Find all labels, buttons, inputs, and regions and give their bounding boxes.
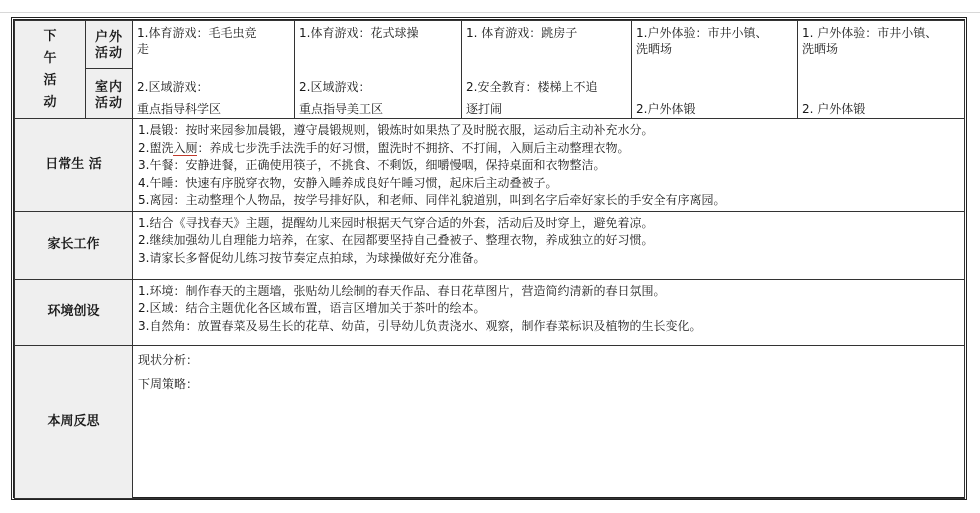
indoor-label: 室内 活动 [86, 69, 133, 119]
daily-life-item-2: 2.盥洗入厕：养成七步洗手法洗手的好习惯，盥洗时不拥挤、不打闹，入厕后主动整理衣物。 [138, 140, 630, 155]
daily-life-item-4: 4.午睡：快速有序脱穿衣物，安静入睡养成良好午睡习惯，起床后主动叠被子。 [138, 175, 558, 190]
environment-label: 环境创设 [15, 279, 133, 345]
environment-item-1: 1.环境：制作春天的主题墙，张贴幼儿绘制的春天作品、春日花草图片，营造简约清新的春日氛围。 [138, 283, 666, 298]
reflection-content [133, 345, 965, 498]
weekly-plan-table [14, 20, 965, 499]
environment-content [133, 279, 965, 345]
weekly-plan-sheet [11, 17, 967, 500]
page-top-rule [0, 12, 980, 13]
strategy-label: 下周策略： [138, 376, 199, 391]
environment-row [15, 279, 965, 345]
parents-content [133, 211, 965, 279]
day-cell-2: 1.体育游戏：花式球操 2.区域游戏： 重点指导美工区 [295, 21, 462, 119]
environment-item-2: 2.区域：结合主题优化各区域布置，语言区增加关于茶叶的绘本。 [138, 301, 486, 315]
parents-item-3: 3.请家长多督促幼儿练习按节奏定点拍球，为球操做好充分准备。 [138, 250, 486, 265]
day-cell-5: 1. 户外体验：市井小镇、 洗晒场 2. 户外体锻 [798, 21, 965, 119]
reflection-label: 本周反思 [15, 345, 133, 498]
reflection-row [15, 345, 965, 498]
daily-life-row [15, 119, 965, 212]
outdoor-row [15, 21, 965, 69]
daily-life-label: 日常生 活 [15, 119, 133, 212]
environment-item-3: 3.自然角：放置春菜及易生长的花草、幼苗，引导幼儿负责浇水、观察，制作春菜标识及植物的生长变化。 [138, 318, 702, 333]
parents-row [15, 211, 965, 279]
parents-label: 家长工作 [15, 211, 133, 279]
daily-life-item-3: 3.午餐：安静进餐，正确使用筷子，不挑食、不剩饭，细嚼慢咽，保持桌面和衣物整洁。 [138, 158, 606, 172]
daily-life-content [133, 119, 965, 212]
afternoon-label: 下 午 活 动 [15, 21, 86, 119]
day-cell-1: 1.体育游戏：毛毛虫竞 走 2.区域游戏： 重点指导科学区 [133, 21, 295, 119]
day-cell-4: 1.户外体验：市井小镇、 洗晒场 2.户外体锻 [632, 21, 798, 119]
outdoor-label: 户外 活动 [86, 21, 133, 69]
daily-life-item-5: 5.离园：主动整理个人物品，按学号排好队，和老师、同伴礼貌道别，叫到名字后牵好家长的手安全有序离园。 [138, 193, 726, 207]
day-cell-3: 1. 体育游戏：跳房子 2.安全教育：楼梯上不追 逐打闹 [462, 21, 632, 119]
parents-item-1: 1.结合《寻找春天》主题，提醒幼儿来园时根据天气穿合适的外套，活动后及时穿上，避免着凉。 [138, 215, 654, 230]
daily-life-item-1: 1.晨锻：按时来园参加晨锻，遵守晨锻规则，锻炼时如果热了及时脱衣服，运动后主动补充水分。 [138, 123, 654, 137]
parents-item-2: 2.继续加强幼儿自理能力培养，在家、在园都要坚持自己叠被子、整理衣物，养成独立的好习惯。 [138, 233, 654, 247]
analysis-label: 现状分析： [138, 352, 199, 367]
